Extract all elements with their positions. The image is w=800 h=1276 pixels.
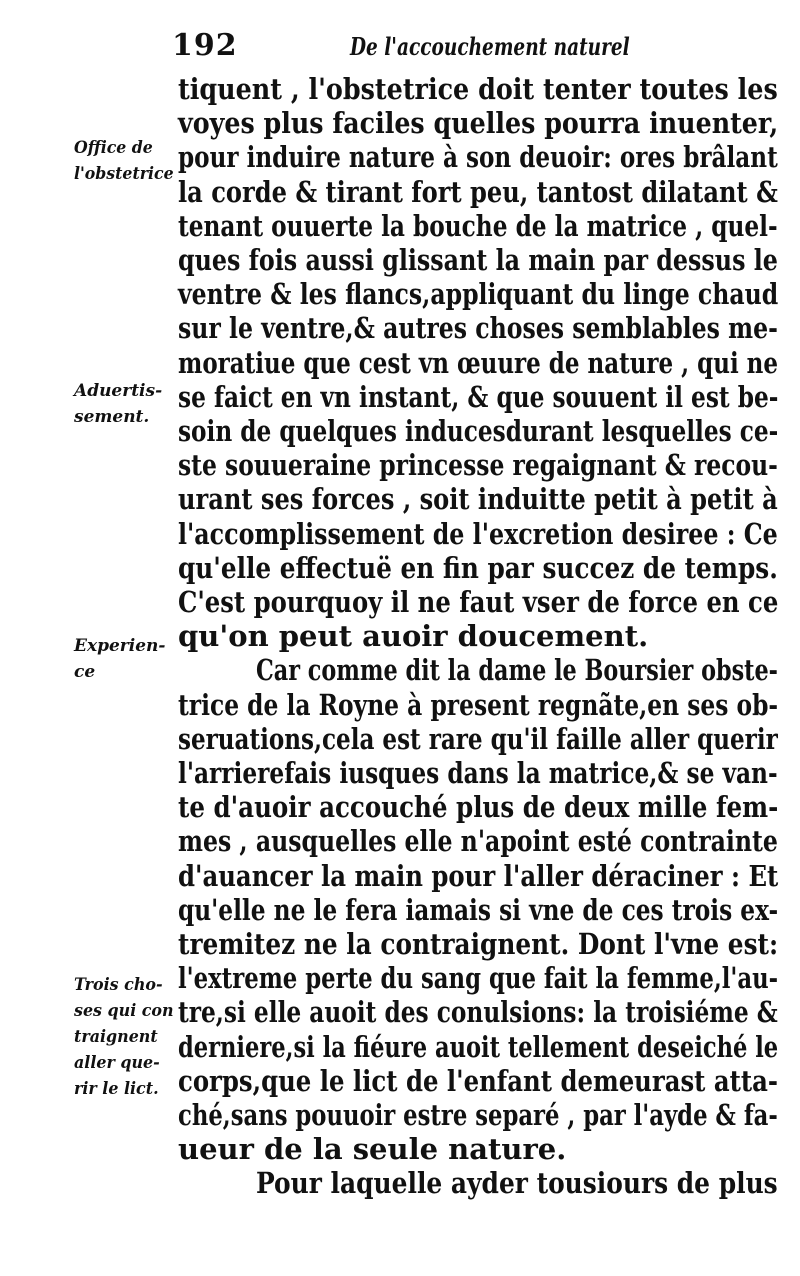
text-line: Pour laquelle ayder tousiours de plus bbox=[256, 1166, 778, 1201]
text-line: l'arrierefais iusques dans la matrice,& se van- bbox=[178, 756, 778, 790]
text-line: corps,que le lict de l'enfant demeurast atta- bbox=[178, 1063, 779, 1098]
text-line: C'est pourquoy il ne faut vser de force en ce bbox=[178, 585, 779, 619]
text-line: qu'elle effectuë en fin par succez de temps. bbox=[178, 550, 778, 585]
text-line: sur le ventre,& autres choses semblables me- bbox=[178, 311, 778, 346]
text-line: Car comme dit la dame le Boursier obste- bbox=[256, 653, 778, 688]
text-line: tiquent , l'obstetrice doit tenter toutes les bbox=[178, 72, 778, 106]
text-line: tre,si elle auoit des conulsions: la troisiéme & bbox=[178, 995, 778, 1030]
margin-note-trois-choses bbox=[74, 972, 181, 1102]
margin-note-line: l'obstetrice bbox=[74, 164, 174, 184]
text-line: urant ses forces , soit induitte petit à petit à bbox=[178, 482, 778, 517]
text-line: qu'on peut auoir doucement. bbox=[178, 619, 649, 654]
margin-note-line: aller que- bbox=[74, 1053, 160, 1073]
text-line: qu'elle ne le fera iamais si vne de ces trois ex- bbox=[178, 892, 779, 927]
margin-note-line: rir le lict. bbox=[74, 1079, 159, 1099]
page-number: 192 bbox=[172, 28, 238, 63]
margin-note-office bbox=[74, 135, 182, 187]
page-header bbox=[172, 28, 632, 68]
text-line: la corde & tirant fort peu, tantost dilatant & bbox=[178, 174, 778, 209]
text-line: ventre & les flancs,appliquant du linge chaud bbox=[178, 277, 779, 312]
text-line: se faict en vn instant, & que souuent il est be- bbox=[178, 379, 779, 414]
margin-note-line: Office de bbox=[74, 138, 153, 158]
text-line: l'extreme perte du sang que fait la femme,l'au- bbox=[178, 961, 779, 996]
text-line: moratiue que cest vn œuure de nature , qui ne bbox=[178, 345, 779, 380]
text-line: ste souueraine princesse regaignant & recou- bbox=[178, 448, 778, 483]
margin-note-aduertissement bbox=[74, 378, 162, 430]
text-line: tenant ouuerte la bouche de la matrice , quel- bbox=[178, 208, 778, 243]
text-line: te d'auoir accouché plus de deux mille fem- bbox=[178, 790, 779, 825]
margin-note-line: traignent bbox=[74, 1027, 158, 1047]
text-line: trice de la Royne à present regnãte,en ses ob- bbox=[178, 687, 779, 722]
text-line: ché,sans pouuoir estre separé , par l'ayde & fa- bbox=[178, 1098, 778, 1132]
text-line: d'auancer la main pour l'aller déraciner : Et bbox=[178, 858, 779, 893]
margin-note-line: Aduertis- bbox=[74, 381, 163, 401]
margin-note-line: ses qui con bbox=[74, 1001, 174, 1021]
margin-note-line: sement. bbox=[74, 407, 150, 427]
running-title: De l'accouchement naturel bbox=[350, 32, 630, 61]
text-line: ueur de la seule nature. bbox=[178, 1132, 567, 1167]
margin-note-line: Trois cho- bbox=[74, 975, 163, 995]
text-line: mes , ausquelles elle n'apoint esté contrainte bbox=[178, 824, 778, 859]
text-line: seruations,cela est rare qu'il faille aller querir bbox=[178, 721, 778, 756]
text-line: ques fois aussi glissant la main par dessus le bbox=[178, 243, 778, 277]
text-line: voyes plus faciles quelles pourra inuenter, bbox=[178, 106, 779, 141]
text-line: l'accomplissement de l'excretion desiree : Ce bbox=[178, 516, 778, 551]
text-line: derniere,si la fiéure auoit tellement deseiché le bbox=[178, 1029, 779, 1064]
margin-note-line: ce bbox=[74, 662, 96, 682]
margin-note-experience bbox=[74, 633, 165, 685]
margin-note-line: Experien- bbox=[74, 636, 166, 656]
text-line: tremitez ne la contraignent. Dont l'vne est: bbox=[178, 927, 779, 961]
text-line: pour induire nature à son deuoir: ores brâlant bbox=[178, 140, 778, 175]
text-line: soin de quelques inducesdurant lesquelles ce- bbox=[178, 414, 779, 448]
